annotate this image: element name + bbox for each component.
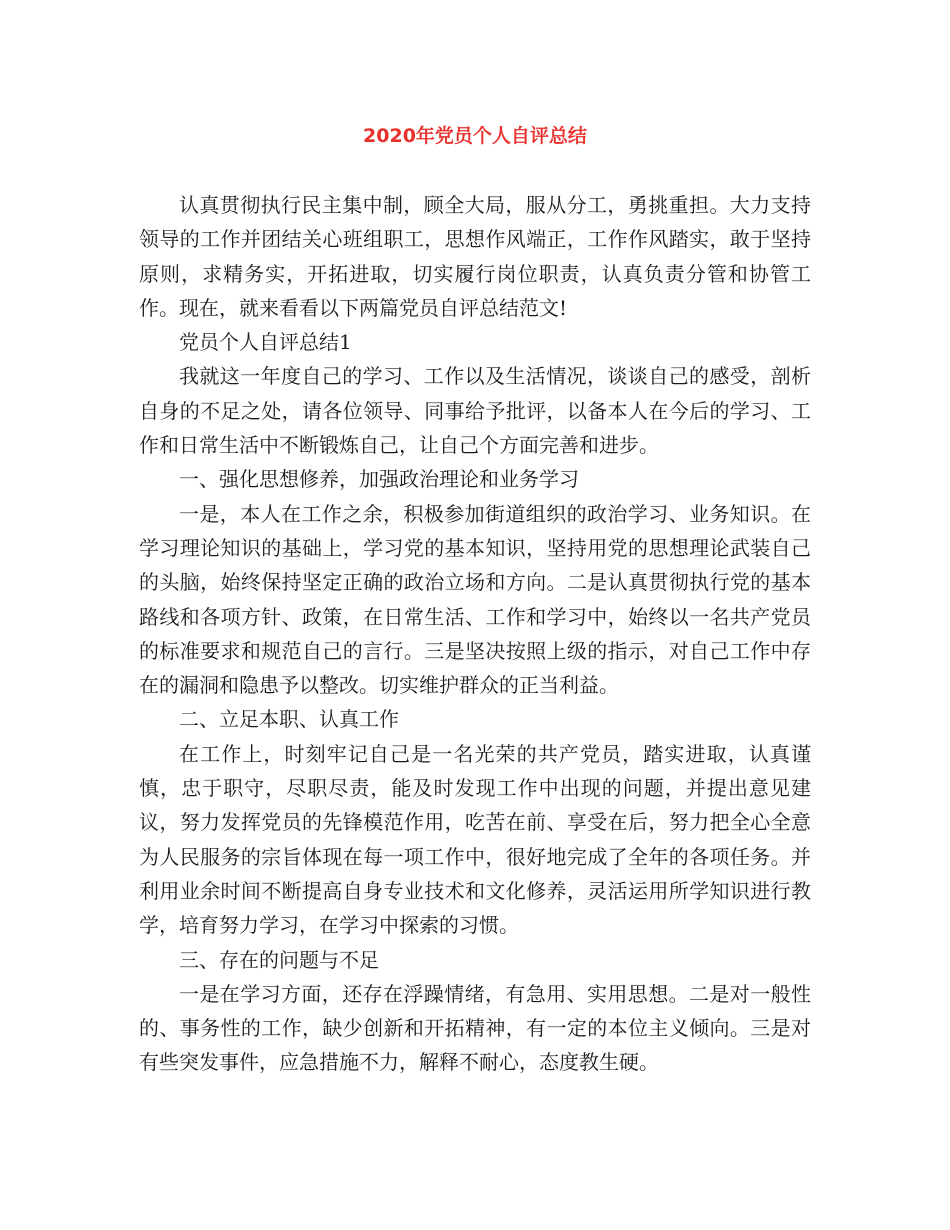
- intro-paragraph: 认真贯彻执行民主集中制，顾全大局，服从分工，勇挑重担。大力支持领导的工作并团结关心班组职工，思想作风端正，工作作风踏实，敢于坚持原则，求精务实，开拓进取，切实履行岗位职责，认真负责分管和协管工作。现在，就来看看以下两篇党员自评总结范文!: [139, 193, 811, 320]
- document-title: 2020年党员个人自评总结: [363, 125, 587, 147]
- body-paragraph: 一是，本人在工作之余，积极参加街道组织的政治学习、业务知识。在学习理论知识的基础上，学习党的基本知识，坚持用党的思想理论武装自己的头脑，始终保持坚定正确的政治立场和方向。二是认真贯彻执行党的基本路线和各项方针、政策，在日常生活、工作和学习中，始终以一名共产党员的标准要求和规范自己的言行。三是坚决按照上级的指示，对自己工作中存在的漏洞和隐患予以整改。切实维护群众的正当利益。: [139, 501, 811, 698]
- section-heading-2: 二、立足本职、认真工作: [179, 707, 399, 732]
- document-body: [139, 188, 811, 1080]
- body-paragraph: 我就这一年度自己的学习、工作以及生活情况，谈谈自己的感受，剖析自身的不足之处，请各位领导、同事给予批评，以备本人在今后的学习、工作和日常生活中不断锻炼自己，让自己个方面完善和进步。: [139, 364, 811, 458]
- section-heading-1: 一、强化思想修养，加强政治理论和业务学习: [179, 467, 579, 492]
- section-heading-3: 三、存在的问题与不足: [179, 947, 379, 972]
- body-paragraph: 一是在学习方面，还存在浮躁情绪，有急用、实用思想。二是对一般性的、事务性的工作，缺少创新和开拓精神，有一定的本位主义倾向。三是对有些突发事件，应急措施不力，解释不耐心，态度教生硬。: [139, 981, 811, 1075]
- section-heading-summary-1: 党员个人自评总结1: [179, 330, 352, 355]
- body-paragraph: 在工作上，时刻牢记自己是一名光荣的共产党员，踏实进取，认真谨慎，忠于职守，尽职尽责，能及时发现工作中出现的问题，并提出意见建议，努力发挥党员的先锋模范作用，吃苦在前、享受在后，努力把全心全意为人民服务的宗旨体现在每一项工作中，很好地完成了全年的各项任务。并利用业余时间不断提高自身专业技术和文化修养，灵活运用所学知识进行教学，培育努力学习，在学习中探索的习惯。: [139, 741, 811, 938]
